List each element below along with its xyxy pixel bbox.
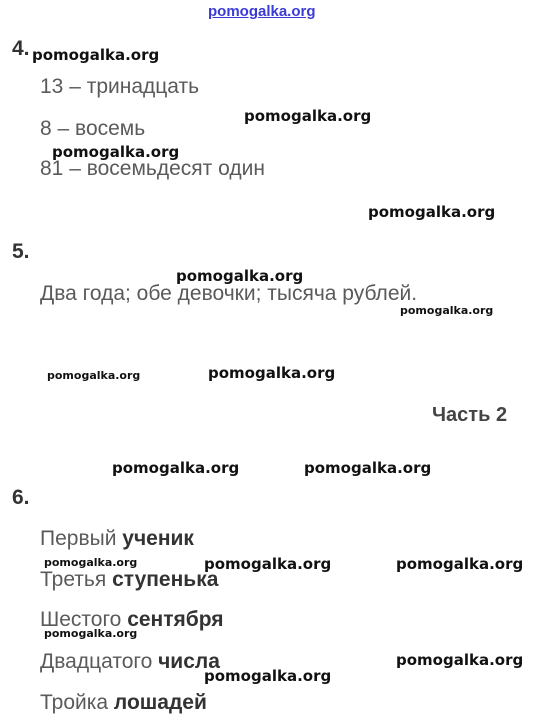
part-heading: Часть 2 (432, 404, 508, 426)
item-bold-text: ученик (122, 527, 194, 550)
section-6-number: 6. (12, 486, 30, 509)
watermark: pomogalka.org (52, 143, 180, 161)
watermark: pomogalka.org (304, 459, 432, 477)
watermark: pomogalka.org (396, 555, 524, 573)
watermark: pomogalka.org (396, 651, 524, 669)
watermark: pomogalka.org (400, 304, 494, 317)
section-6-item-5 (40, 691, 207, 715)
watermark: pomogalka.org (32, 46, 160, 64)
watermark: pomogalka.org (47, 369, 141, 382)
item-bold-text: ступенька (112, 568, 219, 591)
watermark: pomogalka.org (44, 627, 138, 640)
item-plain-text: Первый (40, 527, 123, 550)
watermark: pomogalka.org (244, 107, 372, 125)
section-4-line-2: 8 – восемь (40, 117, 146, 140)
section-4-line-1: 13 – тринадцать (40, 75, 200, 98)
watermark: pomogalka.org (204, 667, 332, 685)
watermark: pomogalka.org (44, 556, 138, 569)
item-bold-text: числа (158, 650, 220, 673)
item-plain-text: Тройка (40, 691, 114, 714)
section-6-item-4 (40, 650, 220, 674)
watermark: pomogalka.org (176, 267, 304, 285)
section-5-line: Два года; обе девочки; тысяча рублей. (40, 282, 418, 305)
section-6-item-2 (40, 568, 218, 592)
section-4-line-3: 81 – восемьдесят один (40, 157, 265, 180)
item-plain-text: Двадцатого (40, 650, 159, 673)
watermark: pomogalka.org (208, 364, 336, 382)
watermark: pomogalka.org (368, 203, 496, 221)
watermark: pomogalka.org (204, 555, 332, 573)
item-plain-text: Шестого (40, 608, 128, 631)
item-plain-text: Третья (40, 568, 113, 591)
watermark: pomogalka.org (112, 459, 240, 477)
section-5-number: 5. (12, 240, 30, 263)
watermark-link-top[interactable]: pomogalka.org (208, 3, 316, 20)
section-4-number: 4. (12, 37, 30, 60)
section-6-item-1 (40, 527, 194, 551)
item-bold-text: сентября (127, 608, 224, 631)
item-bold-text: лошадей (113, 691, 207, 714)
